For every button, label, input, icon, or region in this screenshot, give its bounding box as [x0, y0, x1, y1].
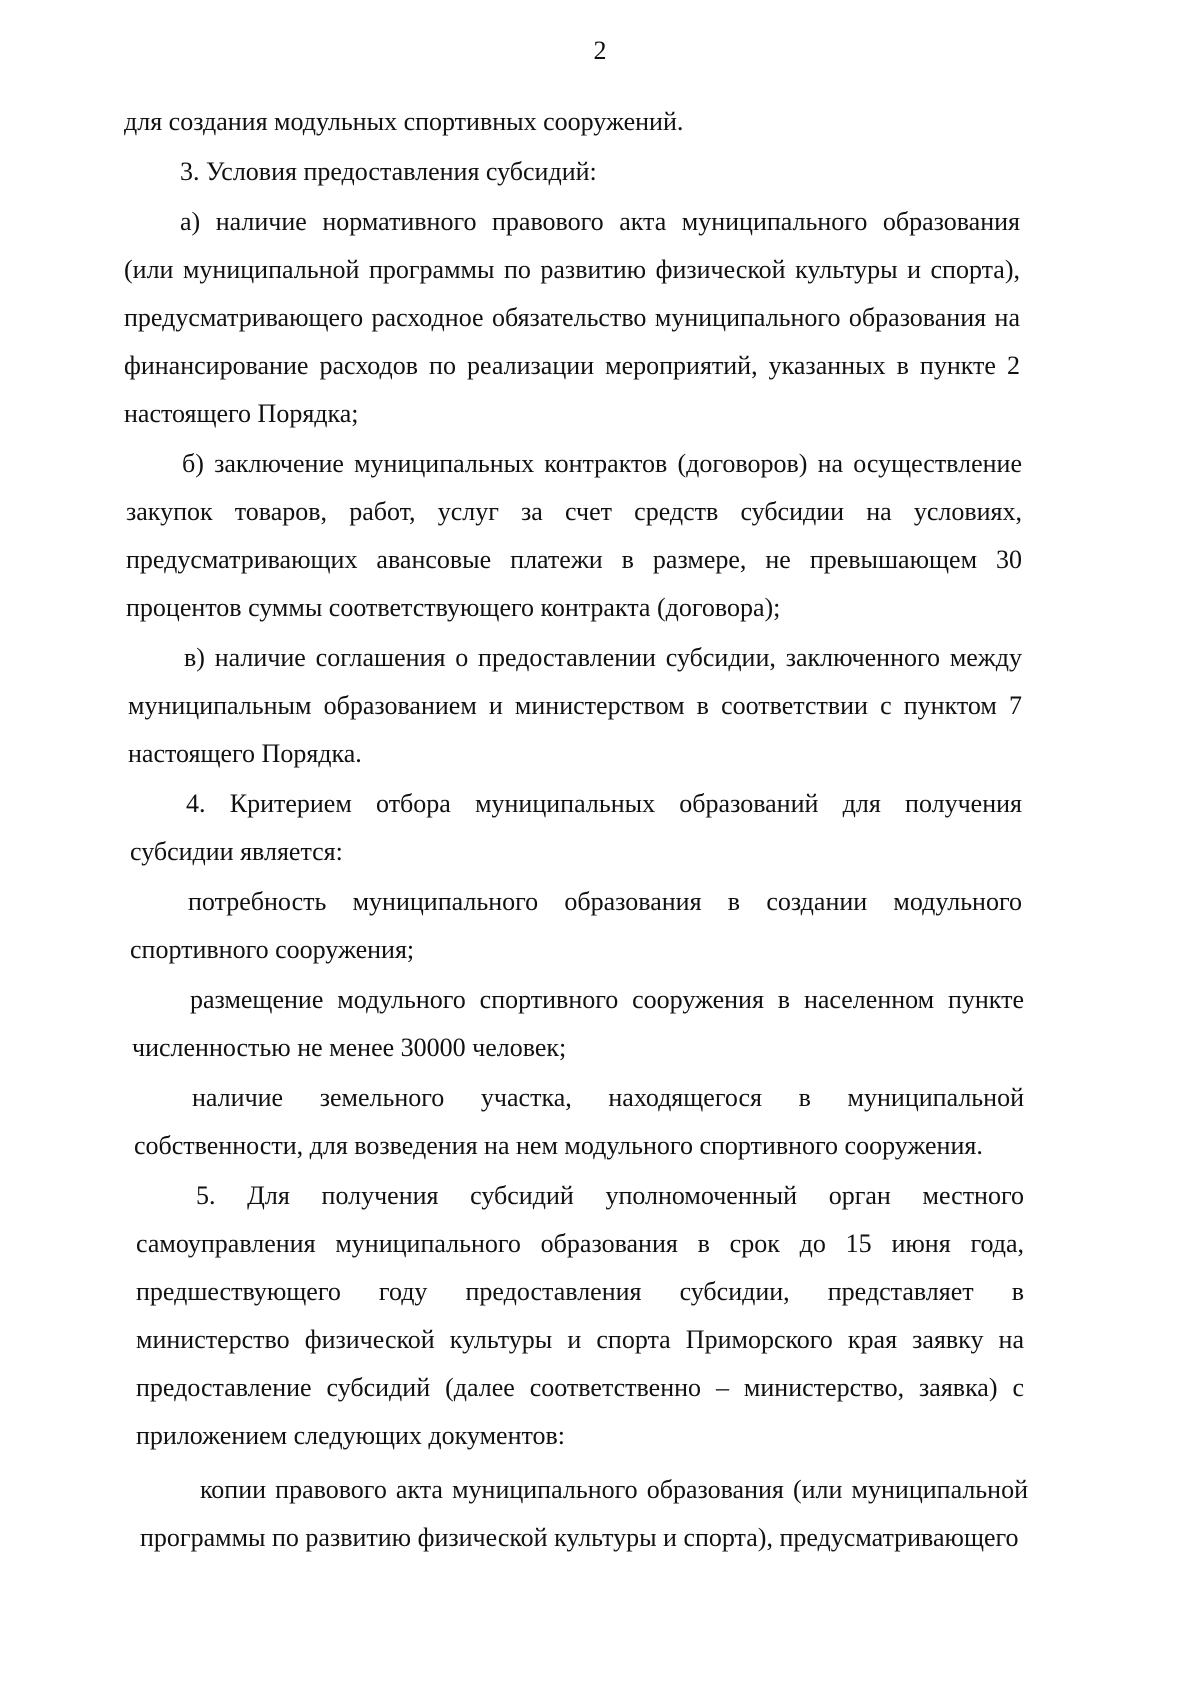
- paragraph-document-copies: копии правового акта муниципального образования (или муниципальной программы по развитию физической культуры и спорта), предусматривающего: [140, 1475, 1028, 1552]
- paragraph-item-5: 5. Для получения субсидий уполномоченный орган местного самоуправления муниципального образования в срок до 15 июня года, предшествующего году предоставления субсидии, представляет в министерство физической культуры и спорта Приморского края заявку на предоставление субсидий (далее соответственно – министерство, заявка) с приложением следующих документов:: [136, 1181, 1024, 1450]
- document-body: [0, 98, 1200, 1562]
- page-number: 2: [593, 36, 607, 65]
- paragraph-item-3: 3. Условия предоставления субсидий:: [180, 157, 597, 186]
- paragraph-criterion-need: потребность муниципального образования в создании модульного спортивного сооружения;: [130, 887, 1022, 964]
- paragraph-continuation: для создания модульных спортивных сооружений.: [124, 107, 684, 136]
- paragraph-criterion-land: наличие земельного участка, находящегося в муниципальной собственности, для возведения на нем модульного спортивного сооружения.: [134, 1083, 1024, 1160]
- paragraph-item-4: 4. Критерием отбора муниципальных образований для получения субсидии является:: [130, 789, 1022, 866]
- paragraph-subitem-b: б) заключение муниципальных контрактов (договоров) на осуществление закупок товаров, работ, услуг за счет средств субсидии на условиях, предусматривающих авансовые платежи в размере, не превышающем 30 процентов суммы соответствующего контракта (договора);: [126, 449, 1022, 622]
- paragraph-criterion-population: размещение модульного спортивного сооружения в населенном пункте численностью не менее 30000 человек;: [132, 985, 1024, 1062]
- paragraph-subitem-a: а) наличие нормативного правового акта муниципального образования (или муниципальной программы по развитию физической культуры и спорта), предусматривающего расходное обязательство муниципального образования на финансирование расходов по реализации мероприятий, указанных в пункте 2 настоящего Порядка;: [124, 207, 1020, 428]
- paragraph-subitem-v: в) наличие соглашения о предоставлении субсидии, заключенного между муниципальным образованием и министерством в соответствии с пунктом 7 настоящего Порядка.: [128, 643, 1022, 768]
